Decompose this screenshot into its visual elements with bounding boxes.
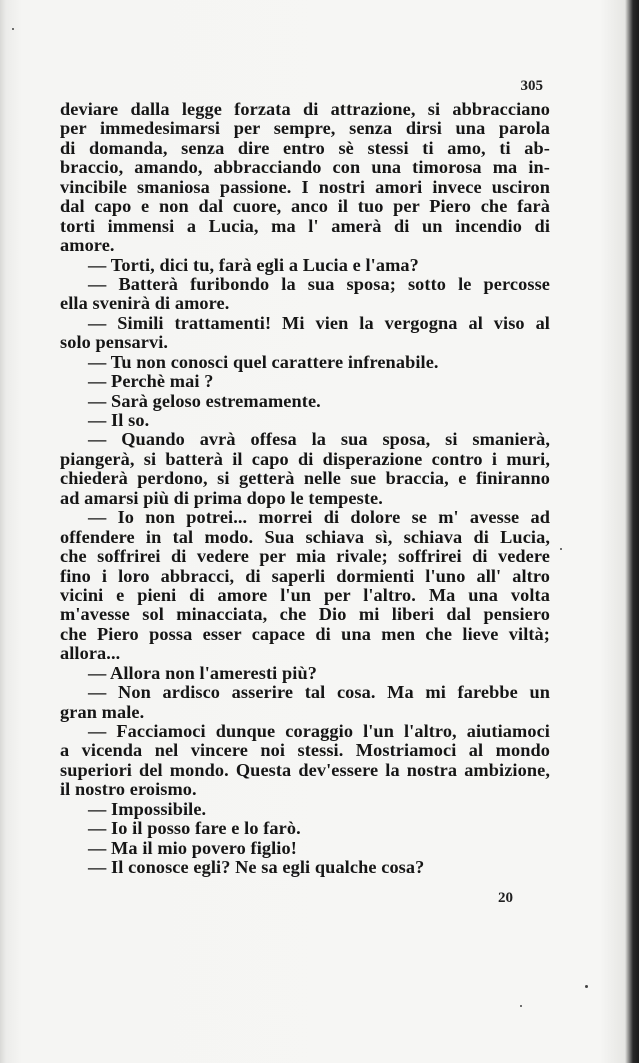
- text-line: di domanda, senza dire entro sè stessi ti amo, ti ab-: [60, 137, 550, 158]
- text-line: dal capo e non dal cuore, anco il tuo per Piero che farà: [60, 196, 550, 217]
- text-line: — Ma il mio povero figlio!: [88, 837, 297, 858]
- text-line: — Allora non l'ameresti più?: [88, 662, 317, 683]
- text-line: — Il so.: [88, 410, 150, 430]
- text-line: — Io il posso fare e lo farò.: [88, 818, 301, 839]
- text-line: — Perchè mai ?: [88, 371, 214, 392]
- text-line: ella svenirà di amore.: [60, 293, 230, 314]
- text-line: — Il conosce egli? Ne sa egli qualche cosa?: [88, 857, 425, 878]
- ink-speck: [520, 1005, 522, 1007]
- ink-speck: [560, 548, 562, 550]
- text-line: vicini e pieni di amore l'un per l'altro. Ma una volta: [60, 584, 550, 605]
- text-line: — Batterà furibondo la sua sposa; sotto le percosse: [88, 273, 550, 294]
- text-line: allora...: [60, 643, 121, 664]
- text-line: vincibile smaniosa passione. I nostri amori invece usciron: [60, 176, 550, 197]
- text-line: ad amarsi più di prima dopo le tempeste.: [60, 487, 383, 508]
- text-line: chiederà perdono, si getterà nelle sue braccia, e finiranno: [60, 468, 550, 489]
- text-line: torti immensi a Lucia, ma l' amerà di un incendio di: [60, 215, 550, 236]
- page-number: 305: [520, 78, 543, 94]
- text-line: il nostro eroismo.: [60, 779, 197, 800]
- text-line: — Sarà geloso estremamente.: [88, 390, 321, 411]
- signature-mark: 20: [498, 890, 513, 906]
- text-line: offendere in tal modo. Sua schiava sì, schiava di Lucia,: [60, 526, 550, 547]
- text-line: — Impossibile.: [88, 798, 207, 819]
- text-line: che soffrirei di vedere per mia rivale; soffrirei di vedere: [60, 546, 550, 567]
- text-line: amore.: [60, 235, 115, 256]
- text-line: solo pensarvi.: [60, 332, 169, 353]
- ink-speck: [585, 985, 588, 988]
- text-line: — Tu non conosci quel carattere infrenabile.: [88, 351, 439, 372]
- text-line: gran male.: [60, 701, 145, 722]
- text-line: piangerà, si batterà il capo di disperazione contro i muri,: [60, 448, 550, 469]
- ink-speck: [12, 28, 14, 30]
- text-line: — Io non potrei... morrei di dolore se m' avesse ad: [88, 507, 550, 528]
- text-line: a vicenda nel vincere noi stessi. Mostriamoci al mondo: [60, 740, 550, 761]
- text-line: superiori del mondo. Questa dev'essere la nostra ambizione,: [60, 759, 550, 780]
- text-line: — Simili trattamenti! Mi vien la vergogna al viso al: [88, 312, 550, 333]
- body-text: [60, 100, 550, 878]
- text-line: che Piero possa esser capace di una men che lieve viltà;: [60, 623, 550, 644]
- text-line: braccio, amando, abbracciando con una timorosa ma in-: [60, 157, 550, 178]
- text-line: per immedesimarsi per sempre, senza dirsi una parola: [60, 118, 550, 139]
- text-line: — Torti, dici tu, farà egli a Lucia e l'ama?: [88, 254, 419, 275]
- text-line: — Non ardisco asserire tal cosa. Ma mi farebbe un: [88, 682, 550, 703]
- text-line: deviare dalla legge forzata di attrazione, si abbracciano: [60, 99, 550, 119]
- text-line: — Quando avrà offesa la sua sposa, si smanierà,: [88, 429, 550, 450]
- text-line: m'avesse sol minacciata, che Dio mi liberi dal pensiero: [60, 604, 550, 625]
- text-line: — Facciamoci dunque coraggio l'un l'altro, aiutiamoci: [88, 721, 550, 741]
- text-line: fino i loro abbracci, di saperli dormienti l'uno all' altro: [60, 565, 550, 586]
